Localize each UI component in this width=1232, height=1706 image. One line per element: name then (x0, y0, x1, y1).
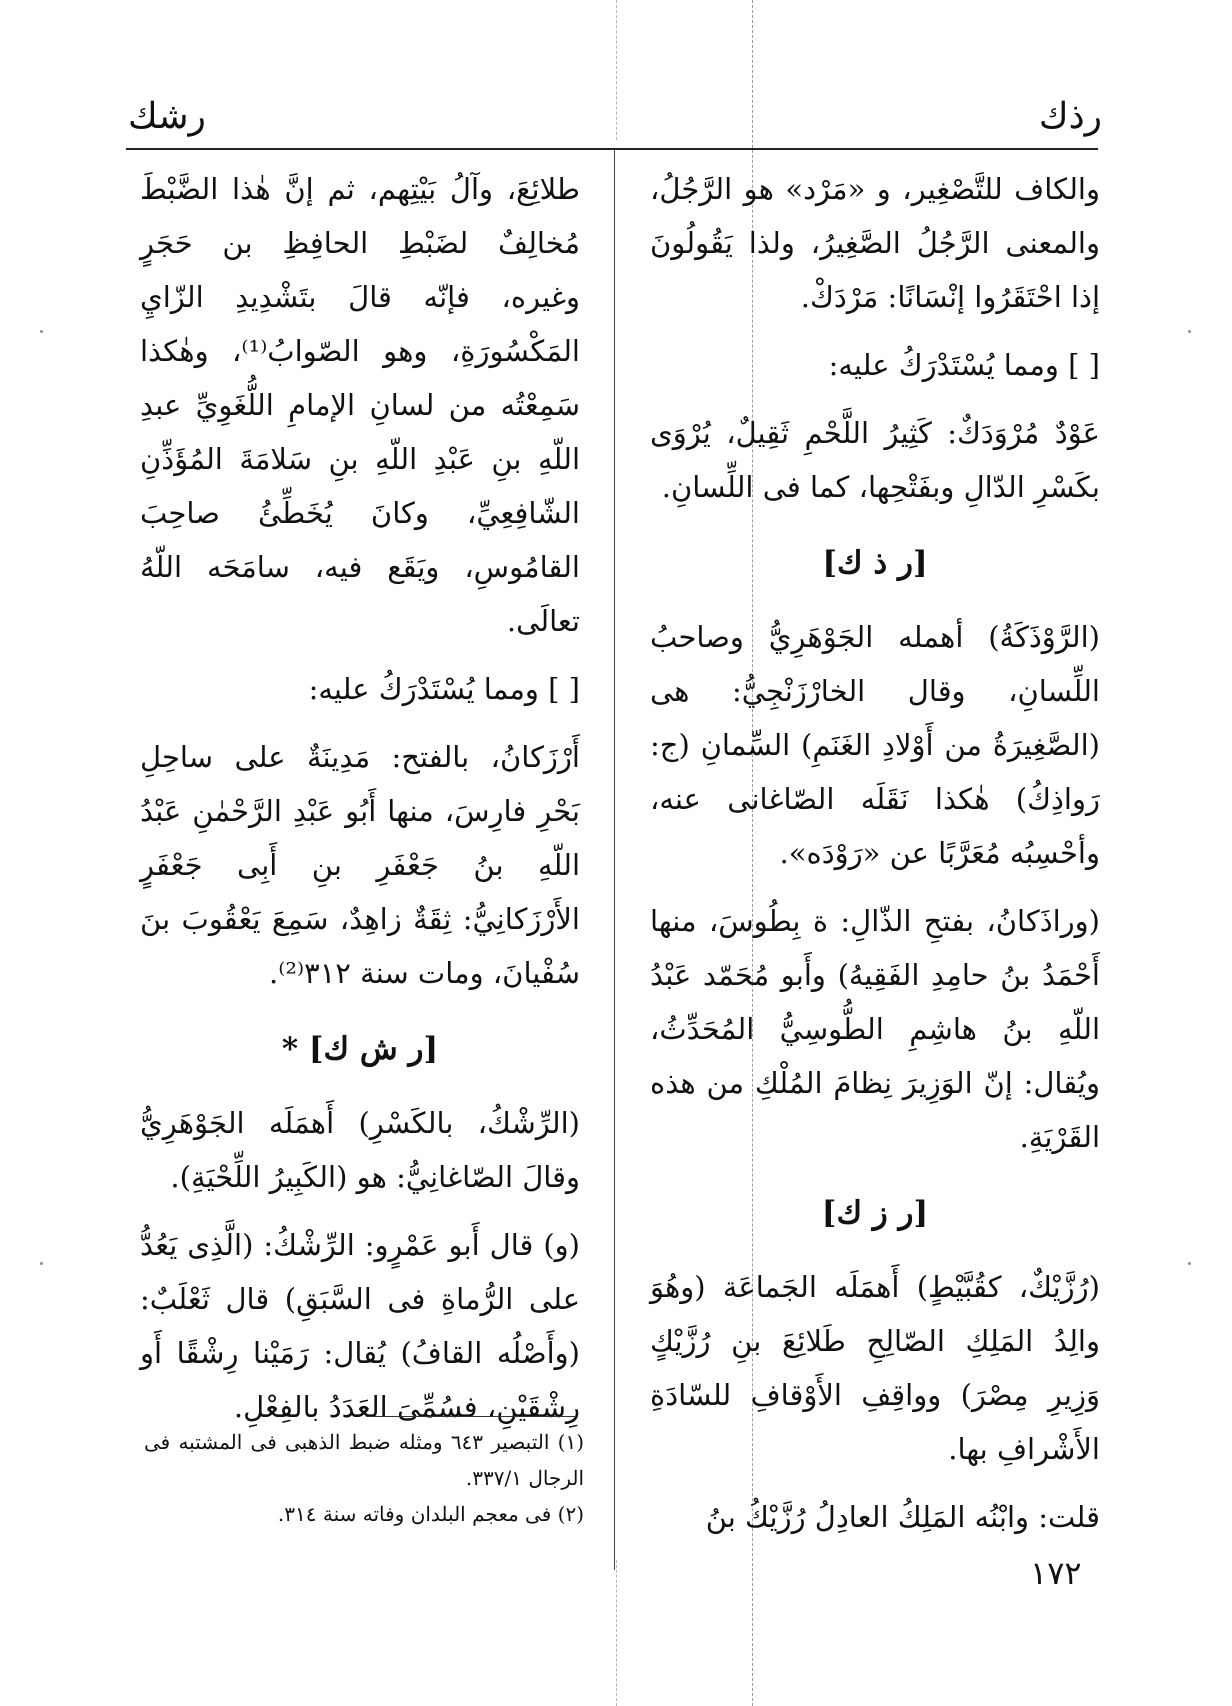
registration-dot (1188, 330, 1191, 333)
footnotes (144, 1424, 584, 1532)
paragraph: (و) قال أَبو عَمْرٍو: الرِّشْكُ: (الَّذِى يَعُدُّ على الرُّماةِ فى السَّبَقِ) قال ثَعْلَبٌ: (وأَصْلُه القافُ) يُقال: رَمَيْنا رِشْقًا أَو رِشْقَيْنِ، فسُمِّىَ العَدَدُ بالفِعْلِ. (140, 1228, 580, 1424)
paragraph: (وراذَكانُ، بفتحِ الذّالِ: ة بِطُوسَ، منها أَحْمَدُ بنُ حامِدِ الفَقِيهُ) وأَبو مُحَمّد عَبْدُ اللّهِ بنُ هاشِمِ الطُّوسِيُّ المُحَدِّثُ، ويُقال: إنّ الوَزِيرَ نِظامَ المُلْكِ من هذه القَرْيَةِ. (650, 904, 1100, 1154)
left-column (140, 162, 580, 1448)
entry-heading-rzk: [ر ز ك] (821, 1195, 929, 1231)
registration-line-bottom (616, 1560, 617, 1706)
running-header-right: رذك (1038, 96, 1102, 137)
paragraph: (الرِّشْكُ، بالكَسْرِ) أَهمَلَه الجَوْهَرِيُّ وقالَ الصّاغانِيُّ: هو (الكَبِيرُ اللِّحْيَةِ). (140, 1106, 580, 1194)
entry-heading-rshk: [ر ش ك] * (281, 1031, 439, 1067)
entry-heading-rdhk: [ر ذ ك] (822, 545, 928, 581)
addendum-label: [ ] ومما يُسْتَدْرَكُ عليه: (828, 348, 1100, 382)
paragraph: (رُزَّيْكٌ، كقُبَّيْطٍ) أَهمَلَه الجَماعَة (وهُوَ والِدُ المَلِكِ الصّالِحِ طَلائِعَ بنِ رُزَّيْكٍ وَزِيرِ مِصْرَ) وواقِفِ الأَوْقافِ للسّادَةِ الأَشْرافِ بها. (650, 1270, 1100, 1466)
header-rule (126, 148, 1098, 150)
registration-line-top (616, 0, 617, 140)
page-number: ١٧٢ (1030, 1554, 1082, 1592)
right-column (650, 162, 1100, 1558)
paragraph: طلائِعَ، وآلُ بَيْتِهم، ثم إنَّ هٰذا الضَّبْطَ مُخالِفٌ لضَبْطِ الحافِظِ بن حَجَرٍ وغيره، فإنّه قالَ بتَشْدِيدِ الزّايِ المَكْسُورَةِ، وهو الصّوابُ⁽¹⁾، وهٰكذا سَمِعْتُه من لسانِ الإمامِ اللُّغَوِيِّ عبدِ اللّهِ بنِ عَبْدِ اللّهِ بنِ سَلامَةَ المُؤَذِّنِ الشّافِعِيِّ، وكانَ يُخَطِّئُ صاحِبَ القامُوسِ، ويَقَع فيه، سامَحَه اللّهُ تعالَى. (140, 172, 580, 638)
addendum-label: [ ] ومما يُسْتَدْرَكُ عليه: (308, 672, 580, 706)
footnote-rule (366, 1416, 578, 1417)
column-divider (614, 150, 615, 1570)
footnote: (٢) فى معجم البلدان وفاته سنة ٣١٤. (277, 1502, 584, 1526)
paragraph: أَرْزَكانُ، بالفتح: مَدِينَةٌ على ساحِلِ بَحْرِ فارِسَ، منها أَبُو عَبْدِ الرَّحْمٰنِ عَبْدُ اللّهِ بنُ جَعْفَرِ بنِ أَبِى جَعْفَرٍ الأَرْزَكانِيُّ: ثِقَةٌ زاهِدٌ، سَمِعَ يَعْقُوبَ بنَ سُفْيانَ، ومات سنة ٣١٢⁽²⁾. (140, 740, 580, 990)
registration-dot (1188, 1262, 1191, 1265)
paragraph: عَوْدٌ مُرْوَدَكٌ: كَثِيرُ اللَّحْمِ ثَقِيلٌ، يُرْوَى بكَسْرِ الدّالِ وبفَتْحِها، كما فى اللِّسانِ. (650, 416, 1100, 504)
paragraph: والكاف للتَّصْغِير، و «مَرْد» هو الرَّجُلُ، والمعنى الرَّجُلُ الصَّغِيرُ، ولذا يَقُولُونَ إذا احْتَقَرُوا إنْسَانًا: مَرْدَكْ. (650, 172, 1100, 314)
registration-dot (40, 330, 43, 333)
running-header-left: رشك (128, 96, 206, 137)
registration-dot (40, 1262, 43, 1265)
paragraph: (الرَّوْذَكَةُ) أهمله الجَوْهَرِيُّ وصاحبُ اللِّسانِ، وقال الخارْزَنْجِيُّ: هى (الصَّغِيرَةُ من أَوْلادِ الغَنَمِ) السِّمانِ (ج: رَواذِكُ) هٰكذا نَقَلَه الصّاغانى عنه، وأحْسِبُه مُعَرَّبًا عن «رَوْدَه». (650, 620, 1100, 870)
paragraph: قلت: وابْنُه المَلِكُ العادِلُ رُزَّيْكُ بنُ (705, 1500, 1100, 1534)
footnote: (١) التبصير ٦٤٣ ومثله ضبط الذهبى فى المشتبه فى الرجال ٣٣٧/١. (144, 1430, 584, 1490)
